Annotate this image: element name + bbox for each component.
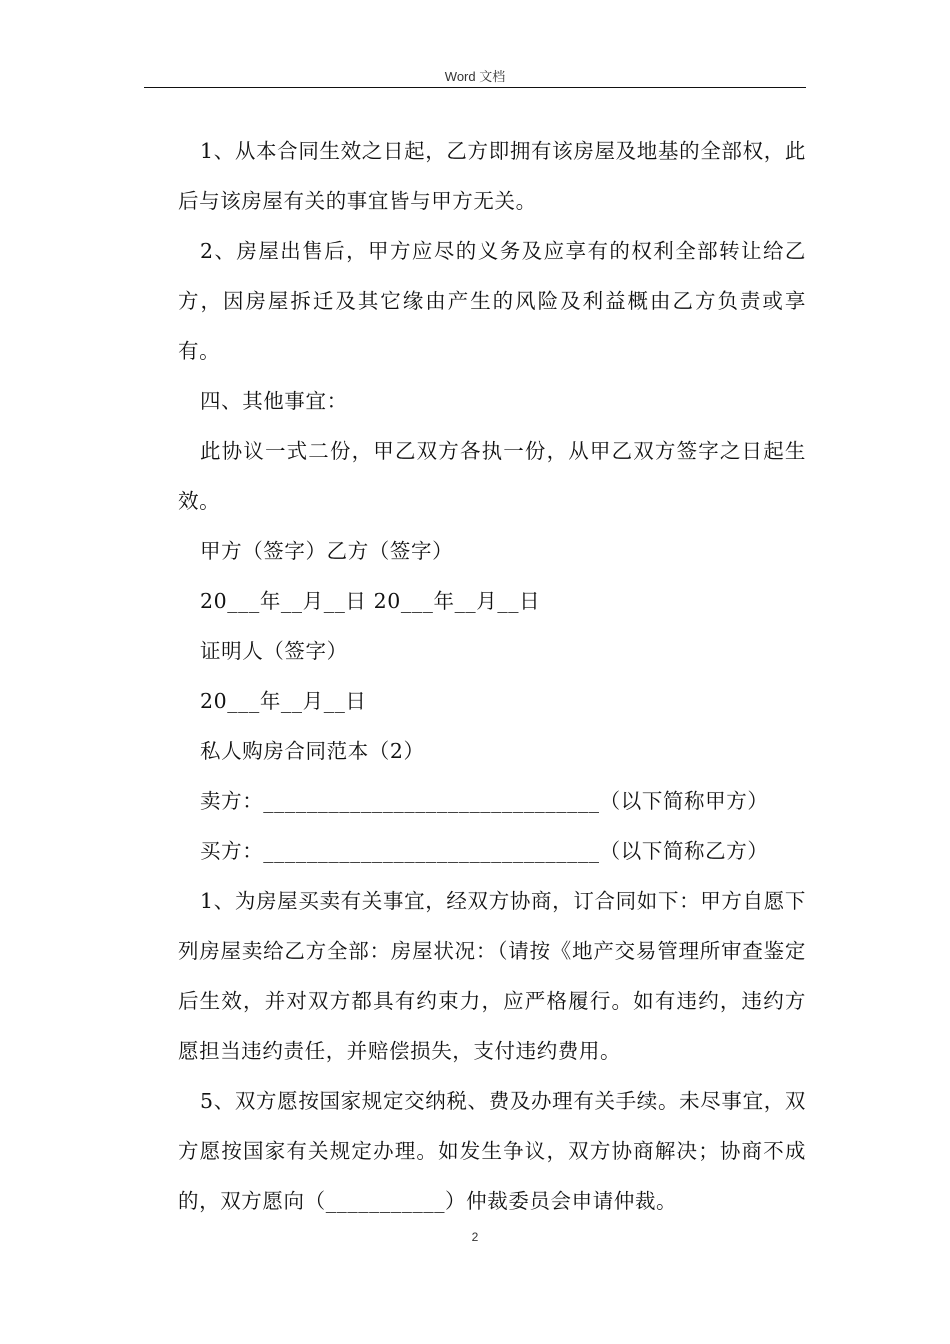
header-divider bbox=[144, 87, 806, 88]
paragraph-ownership: 1、从本合同生效之日起，乙方即拥有该房屋及地基的全部权，此后与该房屋有关的事宜皆与甲方无关。 bbox=[178, 139, 806, 213]
signature-line-parties: 甲方（签字）乙方（签字） bbox=[200, 539, 454, 563]
signature-line-witness: 证明人（签字） bbox=[200, 639, 348, 663]
document-header: Word 文档 bbox=[444, 69, 506, 84]
buyer-line: 买方：_______________________________（以下简称乙方） bbox=[200, 839, 769, 863]
paragraph-rights-transfer: 2、房屋出售后，甲方应尽的义务及应享有的权利全部转让给乙方，因房屋拆迁及其它缘由产生的风险及利益概由乙方负责或享有。 bbox=[178, 239, 806, 363]
date-line-witness: 20___年__月__日 bbox=[200, 689, 367, 713]
paragraph-sale-terms: 1、为房屋买卖有关事宜，经双方协商，订合同如下：甲方自愿下列房屋卖给乙方全部：房屋状况：（请按《地产交易管理所审查鉴定后生效，并对双方都具有约束力，应严格履行。如有违约，违约方愿担当违约责任，并赔偿损失，支付违约费用。 bbox=[178, 889, 806, 1063]
document-body bbox=[178, 126, 806, 1226]
section-heading-other-matters: 四、其他事宜： bbox=[200, 389, 348, 413]
date-line-parties: 20___年__月__日 20___年__月__日 bbox=[200, 589, 541, 613]
paragraph-taxes-disputes: 5、双方愿按国家规定交纳税、费及办理有关手续。未尽事宜，双方愿按国家有关规定办理。如发生争议，双方协商解决；协商不成的，双方愿向（___________）仲裁委员会申请仲裁。 bbox=[178, 1089, 806, 1213]
paragraph-copies: 此协议一式二份，甲乙双方各执一份，从甲乙双方签字之日起生效。 bbox=[178, 439, 806, 513]
page-number: 2 bbox=[471, 1230, 479, 1244]
seller-line: 卖方：_______________________________（以下简称甲方） bbox=[200, 789, 769, 813]
contract-title: 私人购房合同范本（2） bbox=[200, 739, 425, 763]
